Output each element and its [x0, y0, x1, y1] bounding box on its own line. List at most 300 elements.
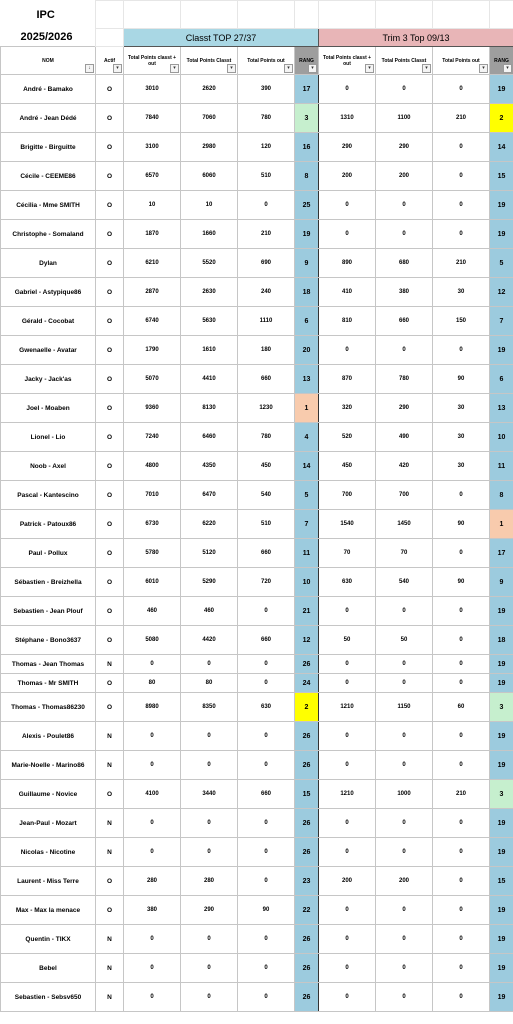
classt-total-out-cell[interactable]: 1870 — [124, 220, 181, 249]
classt-out-cell[interactable]: 120 — [238, 133, 295, 162]
player-name-cell[interactable]: Gabriel - Astypique86 — [1, 278, 96, 307]
actif-flag-cell[interactable]: O — [96, 336, 124, 365]
classt-rank-cell[interactable]: 21 — [295, 597, 319, 626]
trim-total-out-cell[interactable]: 0 — [319, 751, 376, 780]
trim-rank-cell[interactable]: 3 — [490, 780, 513, 809]
actif-flag-cell[interactable]: O — [96, 162, 124, 191]
classt-total-cell[interactable]: 1660 — [181, 220, 238, 249]
classt-rank-cell[interactable]: 5 — [295, 481, 319, 510]
classt-total-cell[interactable]: 2630 — [181, 278, 238, 307]
classt-total-cell[interactable]: 80 — [181, 674, 238, 693]
trim-rank-cell[interactable]: 19 — [490, 336, 513, 365]
trim-total-cell[interactable]: 200 — [376, 162, 433, 191]
classt-total-out-cell[interactable]: 0 — [124, 809, 181, 838]
trim-total-out-cell[interactable]: 50 — [319, 626, 376, 655]
player-name-cell[interactable]: Thomas - Thomas86230 — [1, 693, 96, 722]
player-name-cell[interactable]: Cécilia - Mme SMITH — [1, 191, 96, 220]
trim-total-out-cell[interactable]: 0 — [319, 220, 376, 249]
classt-total-out-cell[interactable]: 6730 — [124, 510, 181, 539]
trim-total-cell[interactable]: 0 — [376, 336, 433, 365]
trim-rank-cell[interactable]: 6 — [490, 365, 513, 394]
player-name-cell[interactable]: André - Bamako — [1, 75, 96, 104]
trim-rank-cell[interactable]: 19 — [490, 751, 513, 780]
trim-rank-cell[interactable]: 19 — [490, 925, 513, 954]
trim-rank-cell[interactable]: 19 — [490, 809, 513, 838]
filter-dropdown-icon[interactable]: ▾ — [479, 64, 488, 73]
classt-total-out-cell[interactable]: 0 — [124, 983, 181, 1012]
classt-total-cell[interactable]: 0 — [181, 954, 238, 983]
trim-total-out-cell[interactable]: 0 — [319, 597, 376, 626]
player-name-cell[interactable]: Pascal - Kantescino — [1, 481, 96, 510]
classt-out-cell[interactable]: 390 — [238, 75, 295, 104]
classt-total-cell[interactable]: 5520 — [181, 249, 238, 278]
classt-rank-cell[interactable]: 26 — [295, 809, 319, 838]
trim-rank-cell[interactable]: 1 — [490, 510, 513, 539]
trim-out-cell[interactable]: 210 — [433, 780, 490, 809]
player-name-cell[interactable]: Noob - Axel — [1, 452, 96, 481]
actif-flag-cell[interactable]: O — [96, 307, 124, 336]
trim-out-cell[interactable]: 90 — [433, 510, 490, 539]
classt-total-cell[interactable]: 290 — [181, 896, 238, 925]
classt-out-cell[interactable]: 0 — [238, 751, 295, 780]
classt-out-cell[interactable]: 1230 — [238, 394, 295, 423]
classt-rank-cell[interactable]: 17 — [295, 75, 319, 104]
classt-total-cell[interactable]: 8350 — [181, 693, 238, 722]
trim-out-cell[interactable]: 0 — [433, 674, 490, 693]
classt-out-cell[interactable]: 0 — [238, 983, 295, 1012]
trim-out-cell[interactable]: 0 — [433, 896, 490, 925]
classt-total-cell[interactable]: 2620 — [181, 75, 238, 104]
classt-out-cell[interactable]: 690 — [238, 249, 295, 278]
trim-out-cell[interactable]: 0 — [433, 838, 490, 867]
player-name-cell[interactable]: Brigitte - Birguitte — [1, 133, 96, 162]
actif-flag-cell[interactable]: O — [96, 365, 124, 394]
trim-rank-cell[interactable]: 19 — [490, 597, 513, 626]
player-name-cell[interactable]: Max - Max la menace — [1, 896, 96, 925]
classt-total-out-cell[interactable]: 3010 — [124, 75, 181, 104]
actif-flag-cell[interactable]: O — [96, 780, 124, 809]
classt-total-out-cell[interactable]: 0 — [124, 751, 181, 780]
classt-out-cell[interactable]: 210 — [238, 220, 295, 249]
trim-out-cell[interactable]: 0 — [433, 481, 490, 510]
trim-total-out-cell[interactable]: 450 — [319, 452, 376, 481]
classt-out-cell[interactable]: 540 — [238, 481, 295, 510]
classt-out-cell[interactable]: 630 — [238, 693, 295, 722]
player-name-cell[interactable]: Gwenaelle - Avatar — [1, 336, 96, 365]
classt-out-cell[interactable]: 1110 — [238, 307, 295, 336]
actif-flag-cell[interactable]: N — [96, 722, 124, 751]
player-name-cell[interactable]: Laurent - Miss Terre — [1, 867, 96, 896]
trim-rank-cell[interactable]: 18 — [490, 626, 513, 655]
trim-total-cell[interactable]: 70 — [376, 539, 433, 568]
trim-rank-cell[interactable]: 19 — [490, 674, 513, 693]
classt-out-cell[interactable]: 0 — [238, 809, 295, 838]
classt-total-out-cell[interactable]: 0 — [124, 838, 181, 867]
trim-rank-cell[interactable]: 7 — [490, 307, 513, 336]
classt-total-out-cell[interactable]: 7240 — [124, 423, 181, 452]
trim-out-cell[interactable]: 0 — [433, 162, 490, 191]
actif-flag-cell[interactable]: O — [96, 75, 124, 104]
actif-flag-cell[interactable]: O — [96, 249, 124, 278]
filter-dropdown-icon[interactable]: ▾ — [284, 64, 293, 73]
trim-out-cell[interactable]: 30 — [433, 278, 490, 307]
classt-total-cell[interactable]: 6060 — [181, 162, 238, 191]
actif-flag-cell[interactable]: N — [96, 954, 124, 983]
classt-total-out-cell[interactable]: 9360 — [124, 394, 181, 423]
classt-total-out-cell[interactable]: 0 — [124, 655, 181, 674]
player-name-cell[interactable]: Sebastien - Jean Plouf — [1, 597, 96, 626]
classt-out-cell[interactable]: 90 — [238, 896, 295, 925]
trim-rank-cell[interactable]: 11 — [490, 452, 513, 481]
player-name-cell[interactable]: Jacky - Jack'as — [1, 365, 96, 394]
classt-rank-cell[interactable]: 2 — [295, 693, 319, 722]
trim-total-cell[interactable]: 1450 — [376, 510, 433, 539]
actif-flag-cell[interactable]: O — [96, 278, 124, 307]
trim-rank-cell[interactable]: 13 — [490, 394, 513, 423]
trim-total-cell[interactable]: 0 — [376, 809, 433, 838]
classt-total-out-cell[interactable]: 10 — [124, 191, 181, 220]
classt-total-out-cell[interactable]: 5780 — [124, 539, 181, 568]
classt-total-out-cell[interactable]: 7840 — [124, 104, 181, 133]
trim-total-out-cell[interactable]: 410 — [319, 278, 376, 307]
trim-out-cell[interactable]: 0 — [433, 539, 490, 568]
trim-out-cell[interactable]: 30 — [433, 423, 490, 452]
actif-flag-cell[interactable]: O — [96, 568, 124, 597]
trim-out-cell[interactable]: 90 — [433, 568, 490, 597]
filter-dropdown-icon[interactable]: ▾ — [227, 64, 236, 73]
trim-total-out-cell[interactable]: 0 — [319, 674, 376, 693]
classt-out-cell[interactable]: 0 — [238, 655, 295, 674]
trim-rank-cell[interactable]: 15 — [490, 162, 513, 191]
player-name-cell[interactable]: Thomas - Jean Thomas — [1, 655, 96, 674]
trim-rank-cell[interactable]: 19 — [490, 983, 513, 1012]
classt-rank-cell[interactable]: 8 — [295, 162, 319, 191]
trim-total-cell[interactable]: 0 — [376, 597, 433, 626]
trim-total-out-cell[interactable]: 0 — [319, 75, 376, 104]
classt-total-cell[interactable]: 0 — [181, 983, 238, 1012]
classt-rank-cell[interactable]: 26 — [295, 751, 319, 780]
trim-rank-cell[interactable]: 5 — [490, 249, 513, 278]
filter-sort-icon[interactable]: ↓ — [85, 64, 94, 73]
classt-rank-cell[interactable]: 26 — [295, 925, 319, 954]
trim-total-out-cell[interactable]: 0 — [319, 896, 376, 925]
trim-out-cell[interactable]: 150 — [433, 307, 490, 336]
classt-out-cell[interactable]: 0 — [238, 954, 295, 983]
player-name-cell[interactable]: Stéphane - Bono3637 — [1, 626, 96, 655]
trim-rank-cell[interactable]: 14 — [490, 133, 513, 162]
trim-rank-cell[interactable]: 19 — [490, 75, 513, 104]
actif-flag-cell[interactable]: N — [96, 925, 124, 954]
trim-total-cell[interactable]: 780 — [376, 365, 433, 394]
trim-out-cell[interactable]: 210 — [433, 249, 490, 278]
trim-total-out-cell[interactable]: 810 — [319, 307, 376, 336]
classt-rank-cell[interactable]: 25 — [295, 191, 319, 220]
trim-total-out-cell[interactable]: 0 — [319, 925, 376, 954]
classt-total-cell[interactable]: 0 — [181, 838, 238, 867]
filter-dropdown-icon[interactable]: ▾ — [422, 64, 431, 73]
trim-out-cell[interactable]: 60 — [433, 693, 490, 722]
classt-total-out-cell[interactable]: 6210 — [124, 249, 181, 278]
classt-out-cell[interactable]: 0 — [238, 722, 295, 751]
player-name-cell[interactable]: Marie-Noelle - Marino86 — [1, 751, 96, 780]
trim-rank-cell[interactable]: 2 — [490, 104, 513, 133]
classt-out-cell[interactable]: 0 — [238, 191, 295, 220]
classt-total-cell[interactable]: 5630 — [181, 307, 238, 336]
trim-total-out-cell[interactable]: 870 — [319, 365, 376, 394]
classt-total-cell[interactable]: 1610 — [181, 336, 238, 365]
classt-rank-cell[interactable]: 14 — [295, 452, 319, 481]
trim-total-cell[interactable]: 0 — [376, 954, 433, 983]
trim-out-cell[interactable]: 30 — [433, 394, 490, 423]
trim-total-cell[interactable]: 290 — [376, 133, 433, 162]
trim-rank-cell[interactable]: 19 — [490, 191, 513, 220]
classt-rank-cell[interactable]: 6 — [295, 307, 319, 336]
classt-total-cell[interactable]: 2980 — [181, 133, 238, 162]
classt-total-out-cell[interactable]: 5070 — [124, 365, 181, 394]
trim-out-cell[interactable]: 0 — [433, 336, 490, 365]
classt-total-cell[interactable]: 4410 — [181, 365, 238, 394]
classt-out-cell[interactable]: 0 — [238, 867, 295, 896]
trim-total-cell[interactable]: 0 — [376, 751, 433, 780]
actif-flag-cell[interactable]: O — [96, 394, 124, 423]
classt-out-cell[interactable]: 660 — [238, 539, 295, 568]
trim-rank-cell[interactable]: 3 — [490, 693, 513, 722]
classt-out-cell[interactable]: 660 — [238, 780, 295, 809]
trim-out-cell[interactable]: 0 — [433, 626, 490, 655]
trim-rank-cell[interactable]: 9 — [490, 568, 513, 597]
classt-total-out-cell[interactable]: 6010 — [124, 568, 181, 597]
classt-rank-cell[interactable]: 15 — [295, 780, 319, 809]
actif-flag-cell[interactable]: O — [96, 896, 124, 925]
trim-total-out-cell[interactable]: 520 — [319, 423, 376, 452]
trim-total-cell[interactable]: 0 — [376, 191, 433, 220]
actif-flag-cell[interactable]: N — [96, 751, 124, 780]
classt-total-out-cell[interactable]: 5080 — [124, 626, 181, 655]
classt-out-cell[interactable]: 660 — [238, 626, 295, 655]
trim-total-cell[interactable]: 490 — [376, 423, 433, 452]
trim-total-cell[interactable]: 380 — [376, 278, 433, 307]
player-name-cell[interactable]: Patrick - Patoux86 — [1, 510, 96, 539]
classt-rank-cell[interactable]: 16 — [295, 133, 319, 162]
actif-flag-cell[interactable]: O — [96, 597, 124, 626]
trim-out-cell[interactable]: 30 — [433, 452, 490, 481]
trim-out-cell[interactable]: 0 — [433, 597, 490, 626]
actif-flag-cell[interactable]: N — [96, 655, 124, 674]
trim-rank-cell[interactable]: 10 — [490, 423, 513, 452]
trim-total-cell[interactable]: 0 — [376, 655, 433, 674]
trim-total-out-cell[interactable]: 0 — [319, 336, 376, 365]
trim-total-cell[interactable]: 0 — [376, 75, 433, 104]
player-name-cell[interactable]: Dylan — [1, 249, 96, 278]
trim-total-cell[interactable]: 50 — [376, 626, 433, 655]
trim-rank-cell[interactable]: 17 — [490, 539, 513, 568]
trim-total-cell[interactable]: 0 — [376, 896, 433, 925]
player-name-cell[interactable]: André - Jean Dédé — [1, 104, 96, 133]
trim-total-cell[interactable]: 290 — [376, 394, 433, 423]
trim-total-out-cell[interactable]: 70 — [319, 539, 376, 568]
actif-flag-cell[interactable]: O — [96, 867, 124, 896]
actif-flag-cell[interactable]: O — [96, 539, 124, 568]
trim-total-cell[interactable]: 540 — [376, 568, 433, 597]
actif-flag-cell[interactable]: O — [96, 191, 124, 220]
classt-total-out-cell[interactable]: 0 — [124, 722, 181, 751]
trim-total-out-cell[interactable]: 320 — [319, 394, 376, 423]
classt-rank-cell[interactable]: 20 — [295, 336, 319, 365]
trim-total-out-cell[interactable]: 0 — [319, 722, 376, 751]
player-name-cell[interactable]: Bebel — [1, 954, 96, 983]
trim-rank-cell[interactable]: 19 — [490, 954, 513, 983]
classt-rank-cell[interactable]: 9 — [295, 249, 319, 278]
trim-total-out-cell[interactable]: 1310 — [319, 104, 376, 133]
classt-total-cell[interactable]: 460 — [181, 597, 238, 626]
classt-total-cell[interactable]: 3440 — [181, 780, 238, 809]
classt-total-cell[interactable]: 5290 — [181, 568, 238, 597]
player-name-cell[interactable]: Nicolas - Nicotine — [1, 838, 96, 867]
classt-out-cell[interactable]: 0 — [238, 597, 295, 626]
classt-out-cell[interactable]: 510 — [238, 510, 295, 539]
trim-total-out-cell[interactable]: 890 — [319, 249, 376, 278]
classt-total-cell[interactable]: 0 — [181, 751, 238, 780]
trim-out-cell[interactable]: 90 — [433, 365, 490, 394]
classt-total-out-cell[interactable]: 3100 — [124, 133, 181, 162]
classt-total-cell[interactable]: 7060 — [181, 104, 238, 133]
classt-rank-cell[interactable]: 23 — [295, 867, 319, 896]
trim-total-out-cell[interactable]: 200 — [319, 867, 376, 896]
trim-rank-cell[interactable]: 19 — [490, 655, 513, 674]
actif-flag-cell[interactable]: O — [96, 423, 124, 452]
actif-flag-cell[interactable]: O — [96, 452, 124, 481]
actif-flag-cell[interactable]: O — [96, 104, 124, 133]
trim-out-cell[interactable]: 0 — [433, 867, 490, 896]
classt-out-cell[interactable]: 660 — [238, 365, 295, 394]
trim-rank-cell[interactable]: 19 — [490, 220, 513, 249]
classt-total-cell[interactable]: 6220 — [181, 510, 238, 539]
classt-rank-cell[interactable]: 3 — [295, 104, 319, 133]
classt-rank-cell[interactable]: 26 — [295, 983, 319, 1012]
classt-out-cell[interactable]: 240 — [238, 278, 295, 307]
actif-flag-cell[interactable]: O — [96, 510, 124, 539]
trim-total-out-cell[interactable]: 0 — [319, 655, 376, 674]
actif-flag-cell[interactable]: N — [96, 809, 124, 838]
player-name-cell[interactable]: Quentin - TIKX — [1, 925, 96, 954]
actif-flag-cell[interactable]: O — [96, 220, 124, 249]
trim-out-cell[interactable]: 0 — [433, 983, 490, 1012]
classt-out-cell[interactable]: 0 — [238, 925, 295, 954]
classt-total-out-cell[interactable]: 1790 — [124, 336, 181, 365]
trim-out-cell[interactable]: 0 — [433, 75, 490, 104]
classt-out-cell[interactable]: 780 — [238, 104, 295, 133]
player-name-cell[interactable]: Joel - Moaben — [1, 394, 96, 423]
classt-total-cell[interactable]: 0 — [181, 809, 238, 838]
trim-total-cell[interactable]: 420 — [376, 452, 433, 481]
classt-total-out-cell[interactable]: 280 — [124, 867, 181, 896]
classt-total-out-cell[interactable]: 2870 — [124, 278, 181, 307]
trim-total-out-cell[interactable]: 0 — [319, 983, 376, 1012]
classt-total-out-cell[interactable]: 460 — [124, 597, 181, 626]
player-name-cell[interactable]: Thomas - Mr SMITH — [1, 674, 96, 693]
classt-total-cell[interactable]: 10 — [181, 191, 238, 220]
classt-out-cell[interactable]: 510 — [238, 162, 295, 191]
classt-rank-cell[interactable]: 1 — [295, 394, 319, 423]
classt-rank-cell[interactable]: 22 — [295, 896, 319, 925]
trim-out-cell[interactable]: 0 — [433, 925, 490, 954]
player-name-cell[interactable]: Sebastien - Sebsv650 — [1, 983, 96, 1012]
trim-total-out-cell[interactable]: 1210 — [319, 780, 376, 809]
classt-rank-cell[interactable]: 7 — [295, 510, 319, 539]
player-name-cell[interactable]: Lionel - Lio — [1, 423, 96, 452]
classt-rank-cell[interactable]: 26 — [295, 722, 319, 751]
classt-rank-cell[interactable]: 26 — [295, 954, 319, 983]
classt-rank-cell[interactable]: 19 — [295, 220, 319, 249]
player-name-cell[interactable]: Jean-Paul - Mozart — [1, 809, 96, 838]
trim-rank-cell[interactable]: 19 — [490, 896, 513, 925]
trim-rank-cell[interactable]: 8 — [490, 481, 513, 510]
player-name-cell[interactable]: Alexis - Poulet86 — [1, 722, 96, 751]
trim-total-cell[interactable]: 0 — [376, 674, 433, 693]
classt-total-out-cell[interactable]: 6570 — [124, 162, 181, 191]
trim-total-out-cell[interactable]: 630 — [319, 568, 376, 597]
filter-dropdown-icon[interactable]: ▾ — [365, 64, 374, 73]
actif-flag-cell[interactable]: O — [96, 693, 124, 722]
trim-total-out-cell[interactable]: 0 — [319, 838, 376, 867]
trim-total-out-cell[interactable]: 200 — [319, 162, 376, 191]
classt-total-out-cell[interactable]: 380 — [124, 896, 181, 925]
trim-total-out-cell[interactable]: 1540 — [319, 510, 376, 539]
classt-total-cell[interactable]: 0 — [181, 722, 238, 751]
trim-out-cell[interactable]: 0 — [433, 954, 490, 983]
classt-total-cell[interactable]: 280 — [181, 867, 238, 896]
classt-total-cell[interactable]: 5120 — [181, 539, 238, 568]
filter-dropdown-icon[interactable]: ▾ — [113, 64, 122, 73]
classt-out-cell[interactable]: 720 — [238, 568, 295, 597]
trim-out-cell[interactable]: 0 — [433, 655, 490, 674]
trim-total-cell[interactable]: 0 — [376, 983, 433, 1012]
player-name-cell[interactable]: Gérald - Cocobat — [1, 307, 96, 336]
player-name-cell[interactable]: Cécile - CEEME86 — [1, 162, 96, 191]
trim-out-cell[interactable]: 0 — [433, 722, 490, 751]
actif-flag-cell[interactable]: O — [96, 133, 124, 162]
classt-total-out-cell[interactable]: 6740 — [124, 307, 181, 336]
trim-total-cell[interactable]: 1100 — [376, 104, 433, 133]
classt-rank-cell[interactable]: 13 — [295, 365, 319, 394]
trim-total-cell[interactable]: 1000 — [376, 780, 433, 809]
classt-rank-cell[interactable]: 4 — [295, 423, 319, 452]
classt-total-cell[interactable]: 4350 — [181, 452, 238, 481]
trim-out-cell[interactable]: 210 — [433, 104, 490, 133]
trim-total-cell[interactable]: 0 — [376, 220, 433, 249]
classt-out-cell[interactable]: 450 — [238, 452, 295, 481]
classt-total-cell[interactable]: 0 — [181, 925, 238, 954]
trim-total-cell[interactable]: 700 — [376, 481, 433, 510]
trim-total-cell[interactable]: 200 — [376, 867, 433, 896]
trim-total-out-cell[interactable]: 0 — [319, 809, 376, 838]
trim-total-cell[interactable]: 680 — [376, 249, 433, 278]
actif-flag-cell[interactable]: O — [96, 674, 124, 693]
trim-rank-cell[interactable]: 15 — [490, 867, 513, 896]
actif-flag-cell[interactable]: O — [96, 481, 124, 510]
player-name-cell[interactable]: Paul - Pollux — [1, 539, 96, 568]
trim-total-cell[interactable]: 660 — [376, 307, 433, 336]
classt-total-cell[interactable]: 6460 — [181, 423, 238, 452]
trim-rank-cell[interactable]: 19 — [490, 722, 513, 751]
classt-total-cell[interactable]: 4420 — [181, 626, 238, 655]
classt-total-out-cell[interactable]: 0 — [124, 954, 181, 983]
player-name-cell[interactable]: Guillaume - Novice — [1, 780, 96, 809]
filter-dropdown-icon[interactable]: ▾ — [503, 64, 512, 73]
filter-dropdown-icon[interactable]: ▾ — [308, 64, 317, 73]
player-name-cell[interactable]: Sébastien - Breizhella — [1, 568, 96, 597]
trim-rank-cell[interactable]: 12 — [490, 278, 513, 307]
